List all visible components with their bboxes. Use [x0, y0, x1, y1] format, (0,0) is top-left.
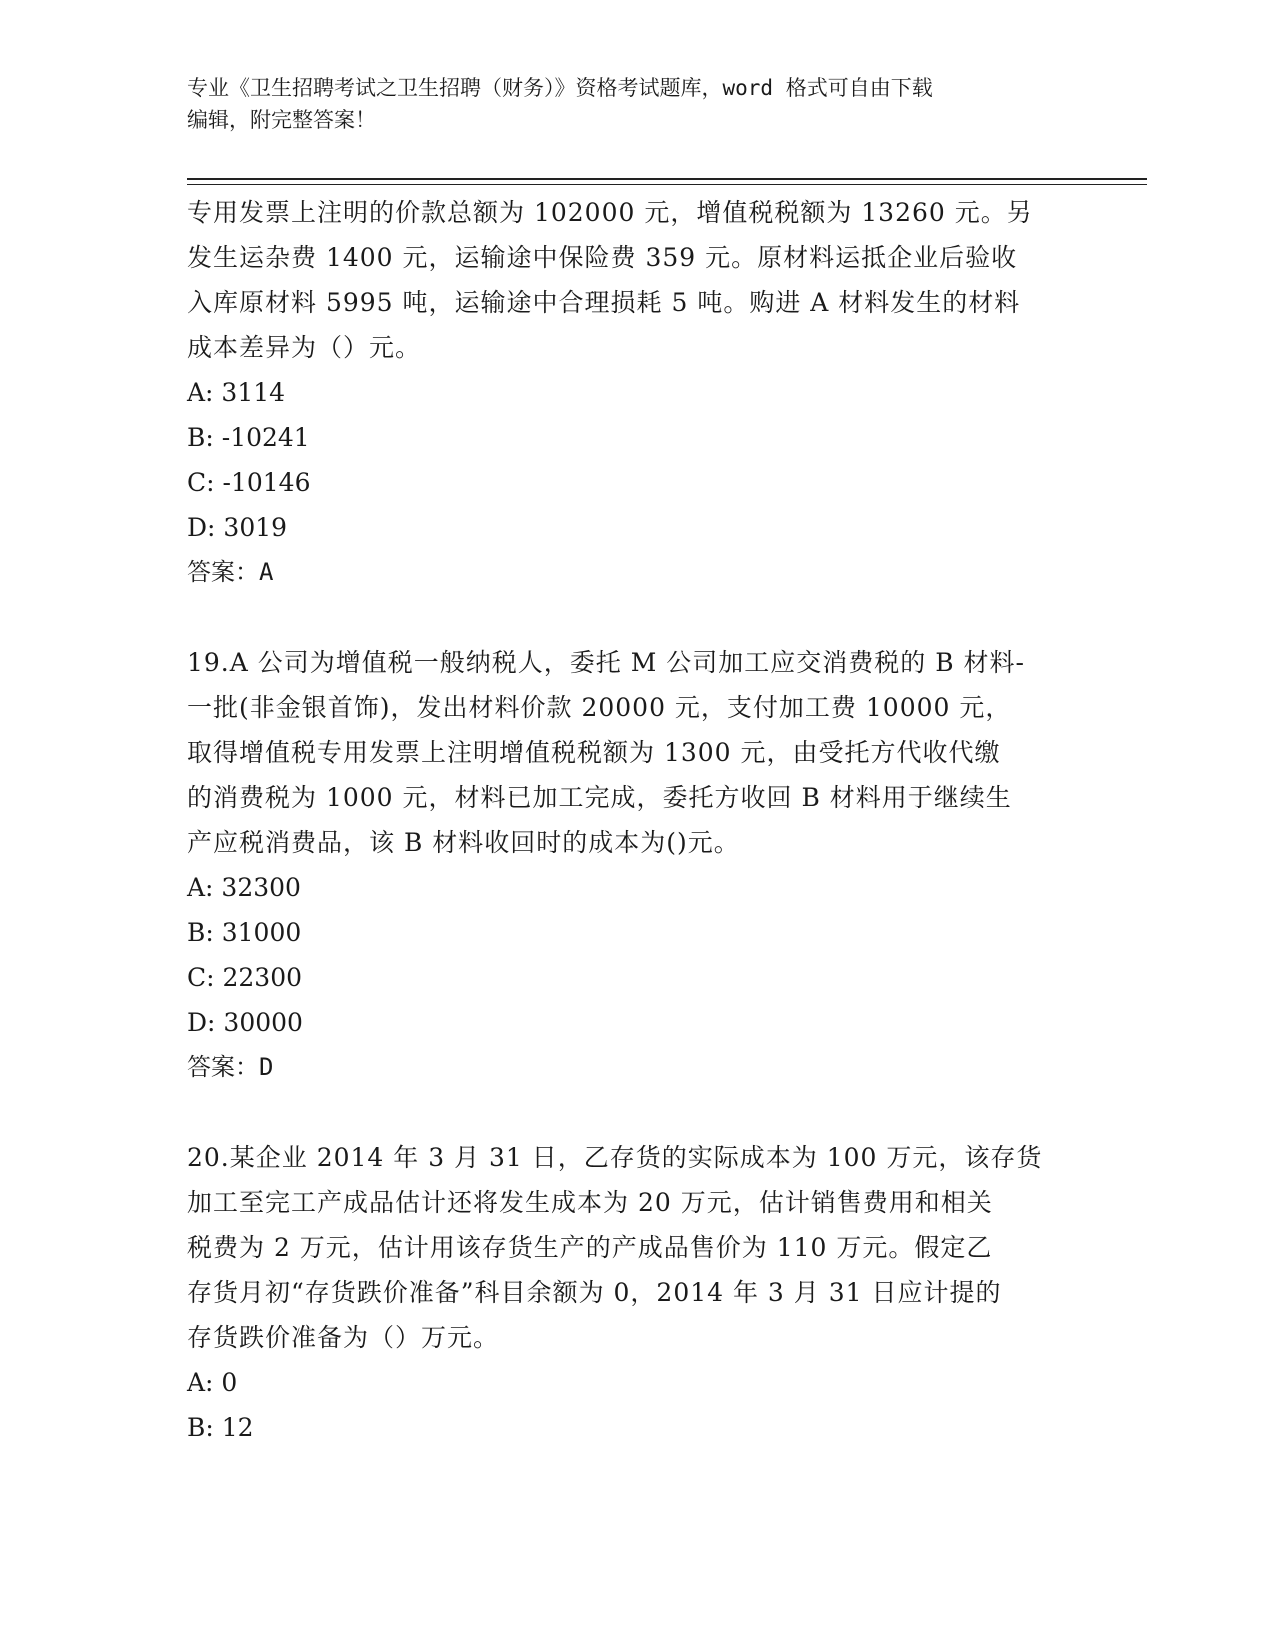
- question-18-option-a: A: 3114: [187, 378, 286, 407]
- question-spacer: [187, 595, 1077, 640]
- document-header: [187, 72, 1067, 136]
- question-19-stem-line: 一批(非金银首饰)，发出材料价款 20000 元，支付加工费 10000 元，: [187, 693, 1012, 722]
- question-19-answer: 答案：D: [187, 1053, 274, 1081]
- question-19-option-c: C: 22300: [187, 963, 303, 992]
- question-19: [187, 640, 1077, 1090]
- header-rule-thin: [187, 184, 1147, 185]
- question-19-stem-line: 19.A 公司为增值税一般纳税人，委托 M 公司加工应交消费税的 B 材料-: [187, 648, 1025, 677]
- question-content: [187, 190, 1077, 1450]
- question-18-answer: 答案：A: [187, 558, 274, 586]
- question-20-stem-line: 20.某企业 2014 年 3 月 31 日，乙存货的实际成本为 100 万元，该存货: [187, 1143, 1043, 1172]
- question-19-option-a: A: 32300: [187, 873, 301, 902]
- question-18: [187, 190, 1077, 595]
- question-18-option-d: D: 3019: [187, 513, 288, 542]
- question-18-stem-line: 入库原材料 5995 吨，运输途中合理损耗 5 吨。购进 A 材料发生的材料: [187, 288, 1021, 317]
- question-18-stem-line: 专用发票上注明的价款总额为 102000 元，增值税税额为 13260 元。另: [187, 198, 1033, 227]
- question-20-stem-line: 加工至完工产成品估计还将发生成本为 20 万元，估计销售费用和相关: [187, 1188, 993, 1217]
- question-19-stem-line: 产应税消费品，该 B 材料收回时的成本为()元。: [187, 828, 740, 857]
- question-20-stem-line: 税费为 2 万元，估计用该存货生产的产成品售价为 110 万元。假定乙: [187, 1233, 993, 1262]
- header-rule-thick: [187, 178, 1147, 180]
- question-20-option-b: B: 12: [187, 1413, 254, 1442]
- question-19-option-d: D: 30000: [187, 1008, 303, 1037]
- question-18-stem-line: 发生运杂费 1400 元，运输途中保险费 359 元。原材料运抵企业后验收: [187, 243, 1018, 272]
- question-20-stem-line: 存货跌价准备为（）万元。: [187, 1323, 500, 1352]
- question-20: [187, 1135, 1077, 1450]
- question-19-stem-line: 的消费税为 1000 元，材料已加工完成，委托方收回 B 材料用于继续生: [187, 783, 1012, 812]
- header-line-1: 专业《卫生招聘考试之卫生招聘（财务）》资格考试题库，word 格式可自由下载: [187, 76, 933, 100]
- question-20-option-a: A: 0: [187, 1368, 238, 1397]
- question-18-stem-line: 成本差异为（）元。: [187, 333, 422, 362]
- question-20-stem-line: 存货月初“存货跌价准备”科目余额为 0，2014 年 3 月 31 日应计提的: [187, 1278, 1002, 1307]
- header-line-2: 编辑，附完整答案！: [187, 108, 376, 132]
- question-18-option-c: C: -10146: [187, 468, 311, 497]
- question-18-option-b: B: -10241: [187, 423, 310, 452]
- question-spacer: [187, 1090, 1077, 1135]
- question-19-option-b: B: 31000: [187, 918, 302, 947]
- question-19-stem-line: 取得增值税专用发票上注明增值税税额为 1300 元，由受托方代收代缴: [187, 738, 1001, 767]
